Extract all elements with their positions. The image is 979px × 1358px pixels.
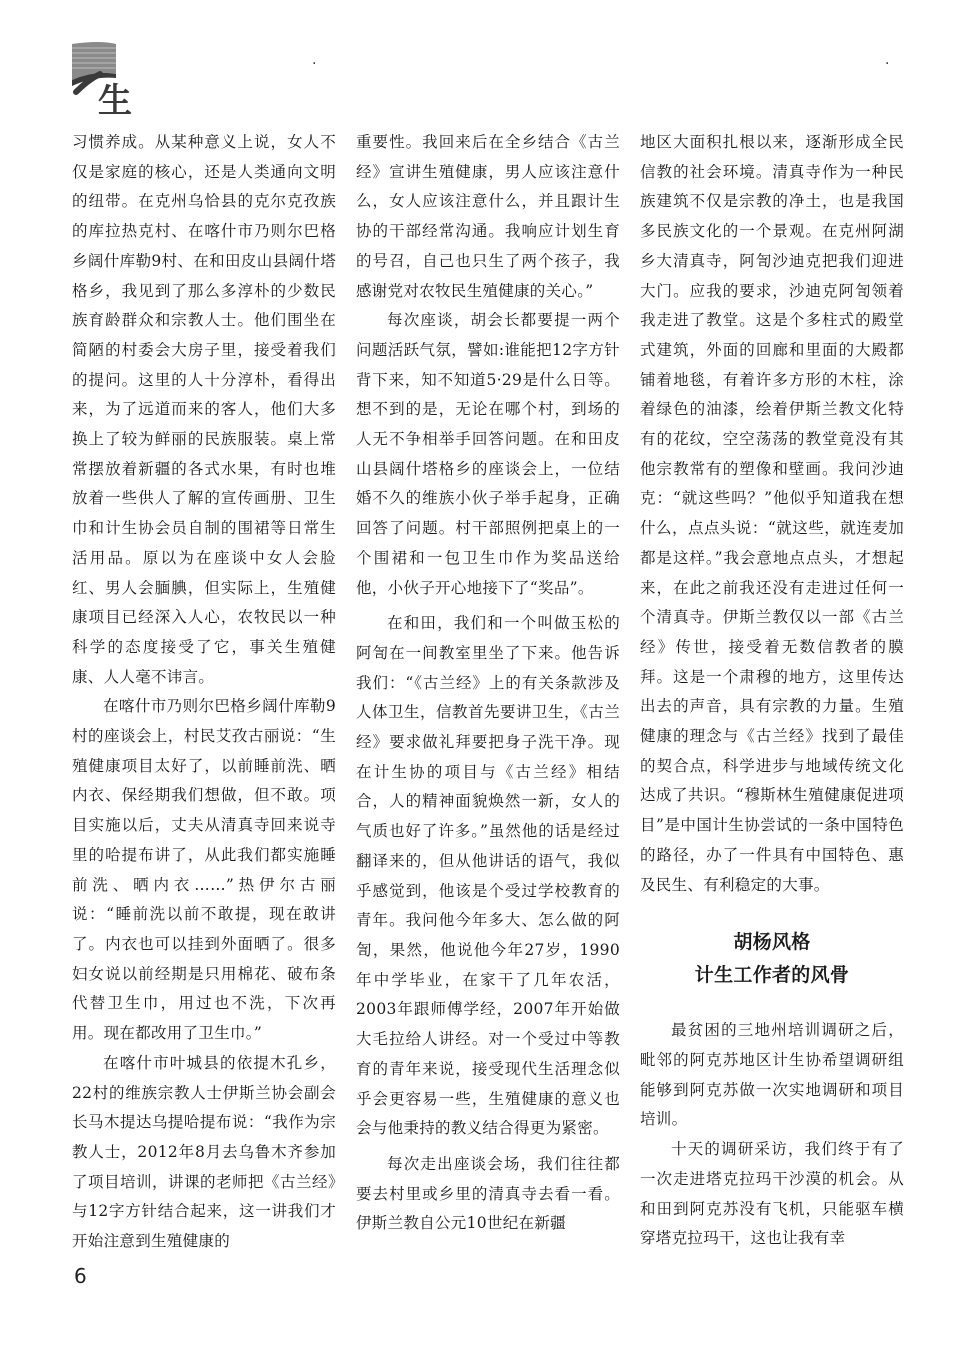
paragraph: 地区大面积扎根以来，逐渐形成全民信教的社会环境。清真寺作为一种民族建筑不仅是宗教的净土，也是我国多民族文化的一个景观。在克州阿湖乡大清真寺，阿訇沙迪克把我们迎进大门。应我的要求，沙迪克阿訇领着我走进了教堂。这是个多柱式的殿堂式建筑，外面的回廊和里面的大殿都铺着地毯，有着许多方形的木柱，涂着绿色的油漆，绘着伊斯兰教文化特有的花纹，空空荡荡的教堂竟没有其他宗教常有的塑像和壁画。我问沙迪克：“就这些吗？”他似乎知道我在想什么，点点头说：“就这些，就连麦加都是这样。”我会意地点点头，才想起来，在此之前我还没有走进过任何一个清真寺。伊斯兰教仅以一部《古兰经》传世，接受着无数信教者的膜拜。这是一个肃穆的地方，这里传达出去的声音，具有宗教的力量。生殖健康的理念与《古兰经》找到了最佳的契合点，科学进步与地域传统文化达成了共识。“穆斯林生殖健康促进项目”是中国计生协尝试的一条中国特色的路径，办了一件具有中国特色、惠及民生、有利稳定的大事。 <box>640 133 904 894</box>
section-heading <box>640 926 904 992</box>
paragraph: 习惯养成。从某种意义上说，女人不仅是家庭的核心，还是人类通向文明的纽带。在克州乌恰县的克尔克孜族的库拉热克村、在喀什市乃则尔巴格乡阔什库勒9村、在和田皮山县阔什塔格乡，我见到了那么多淳朴的少数民族育龄群众和宗教人士。他们围坐在简陋的村委会大房子里，接受着我们的提问。这里的人十分淳朴，看得出来，为了远道而来的客人，他们大多换上了较为鲜丽的民族服装。桌上常常摆放着新疆的各式水果，有时也堆放着一些供人了解的宣传画册、卫生巾和计生协会员自制的围裙等日常生活用品。原以为在座谈中女人会脸红、男人会腼腆，但实际上，生殖健康项目已经深入人心，农牧民以一种科学的态度接受了它，事关生殖健康、人人毫不讳言。 <box>72 133 336 686</box>
header-dot: · <box>312 56 317 72</box>
text-column-1 <box>72 128 336 1258</box>
paragraph: 每次座谈，胡会长都要提一两个问题活跃气氛，譬如:谁能把12字方针背下来，知不知道5·29是什么日等。想不到的是，无论在哪个村，到场的人无不争相举手回答问题。在和田皮山县阔什塔格乡的座谈会上，一位结婚不久的维族小伙子举手起身，正确回答了问题。村干部照例把桌上的一个围裙和一包卫生巾作为奖品送给他，小伙子开心地接下了“奖品”。 <box>356 311 620 597</box>
section-heading-line-1: 胡杨风格 <box>733 931 811 954</box>
paragraph: 重要性。我回来后在全乡结合《古兰经》宣讲生殖健康，男人应该注意什么，女人应该注意什么，并且跟计生协的干部经常沟通。我响应计划生育的号召，自己也只生了两个孩子，我感谢党对农牧民生殖健康的关心。” <box>356 133 620 300</box>
text-column-3 <box>640 128 904 1258</box>
logo-graphic <box>70 40 140 120</box>
paragraph: 在喀什市叶城县的依提木孔乡，22村的维族宗教人士伊斯兰协会副会长马木提达乌提哈提布说：“我作为宗教人士，2012年8月去乌鲁木齐参加了项目培训，讲课的老师把《古兰经》与12字方针结合起来，这一讲我们才开始注意到生殖健康的 <box>72 1053 336 1251</box>
magazine-logo <box>70 40 140 120</box>
section-heading-line-2: 计生工作者的风骨 <box>694 964 850 987</box>
text-column-2 <box>356 128 620 1258</box>
paragraph: 每次走出座谈会场，我们往往都要去村里或乡里的清真寺去看一看。伊斯兰教自公元10世纪在新疆 <box>356 1154 620 1233</box>
paragraph: 十天的调研采访，我们终于有了一次走进塔克拉玛干沙漠的机会。从和田到阿克苏没有飞机，只能驱车横穿塔克拉玛干，这也让我有幸 <box>640 1140 904 1248</box>
paragraph: 最贫困的三地州培训调研之后，毗邻的阿克苏地区计生协希望调研组能够到阿克苏做一次实地调研和项目培训。 <box>640 1021 904 1129</box>
logo-character: 生 <box>98 81 132 120</box>
header-dot: · <box>885 56 890 72</box>
page-number: 6 <box>74 1264 87 1288</box>
paragraph: 在和田，我们和一个叫做玉松的阿訇在一间教室里坐了下来。他告诉我们：“《古兰经》上的有关条款涉及人体卫生，信教首先要讲卫生，《古兰经》要求做礼拜要把身子洗干净。现在计生协的项目与《古兰经》相结合，人的精神面貌焕然一新，女人的气质也好了许多。”虽然他的话是经过翻译来的，但从他讲话的语气，我似乎感觉到，他该是个受过学校教育的青年。我问他今年多大、怎么做的阿訇，果然，他说他今年27岁，1990年中学毕业，在家干了几年农活，2003年跟师傅学经，2007年开始做大毛拉给人讲经。对一个受过中等教育的青年来说，接受现代生活理念似乎会更容易一些，生殖健康的意义也会与他秉持的教义结合得更为紧密。 <box>356 614 620 1138</box>
paragraph: 在喀什市乃则尔巴格乡阔什库勒9村的座谈会上，村民艾孜古丽说：“生殖健康项目太好了，以前睡前洗、晒内衣、保经期我们想做，但不敢。项目实施以后，丈夫从清真寺回来说寺里的哈提布讲了，从此我们都实施睡前洗、晒内衣……”热伊尔古丽说：“睡前洗以前不敢提，现在敢讲了。内衣也可以挂到外面晒了。很多妇女说以前经期是只用棉花、破布条代替卫生巾，用过也不洗，下次再用。现在都改用了卫生巾。” <box>72 697 336 1043</box>
